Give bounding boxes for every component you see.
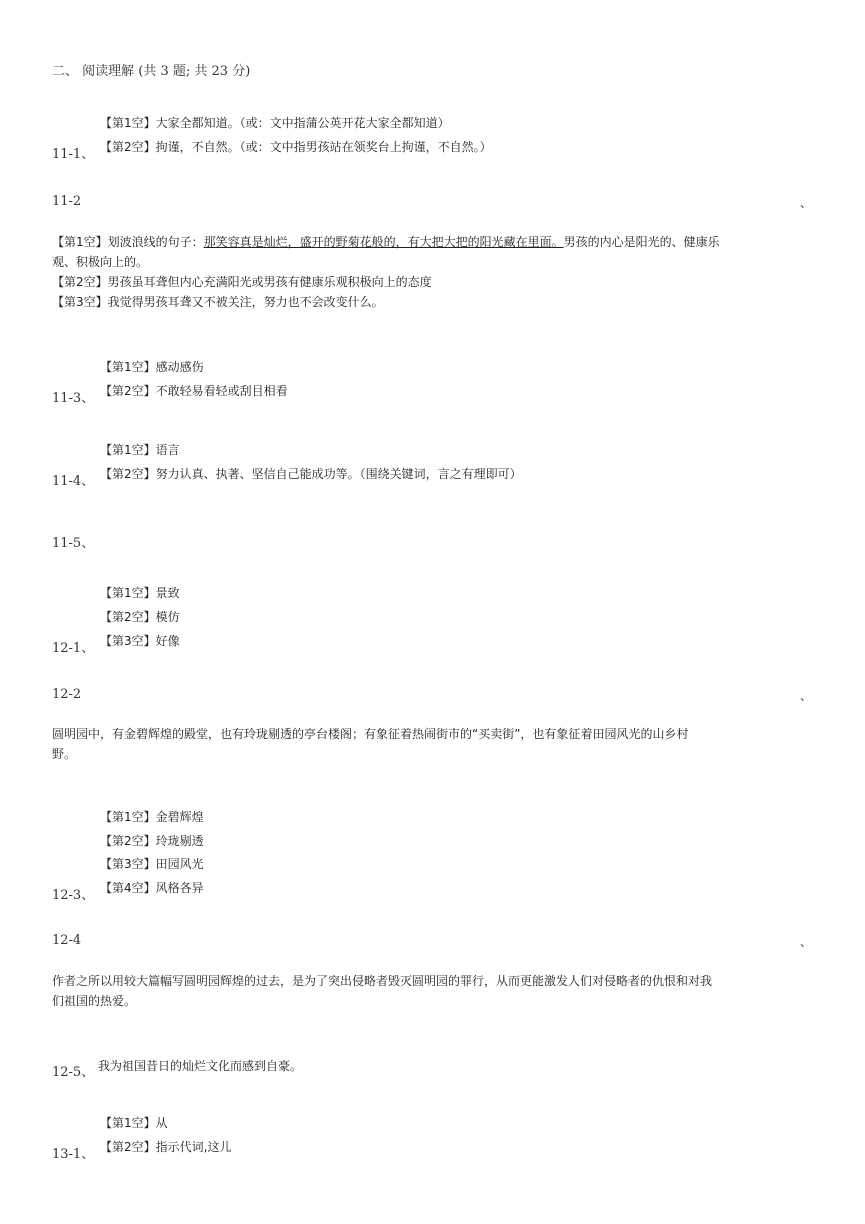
question-label: 11-3、: [52, 391, 95, 406]
answer-blank-3: 【第3空】田园风光: [100, 857, 204, 871]
answer-blank-1: 【第1空】从: [100, 1116, 168, 1130]
answer-line-2: 们祖国的热爱。: [52, 994, 137, 1008]
answer-blank-1: 【第1空】金碧辉煌: [100, 810, 204, 824]
answer-blank-2: 【第2空】努力认真、执著、坚信自己能成功等。（围绕关键词，言之有理即可）: [100, 467, 522, 481]
answer-continuation: 观、积极向上的。: [52, 255, 149, 269]
question-label: 12-5、: [52, 1065, 95, 1080]
answer-paragraph: [52, 232, 822, 312]
answer-line-1: 圆明园中，有金碧辉煌的殿堂，也有玲珑剔透的亭台楼阁；有象征着热闹街市的“买卖街”，也有象征着田园风光的山乡村: [52, 727, 689, 741]
separator-mark: 、: [800, 196, 813, 210]
answer-blank-1: 【第1空】大家全都知道。（或：文中指蒲公英开花大家全都知道）: [100, 116, 450, 130]
question-label: 11-2: [52, 194, 82, 209]
question-11-5-label: 11-5、: [52, 536, 95, 551]
answer-blank-4: 【第4空】风格各异: [100, 881, 204, 895]
answer-prefix: 【第1空】划波浪线的句子：: [52, 235, 204, 249]
answer-blank-1: [52, 232, 822, 252]
separator-mark: 、: [800, 689, 813, 703]
answer-blank-2: 【第2空】男孩虽耳聋但内心充满阳光或男孩有健康乐观积极向上的态度: [52, 275, 432, 289]
question-label: 12-4: [52, 933, 82, 948]
answer-paragraph: [52, 724, 822, 764]
answer-blank-3: 【第3空】好像: [100, 634, 180, 648]
answer-blank-1: 【第1空】景致: [100, 586, 180, 600]
answer-blank-2: 【第2空】指示代词,这儿: [100, 1140, 232, 1154]
answer-blank-2: 【第2空】玲珑剔透: [100, 834, 204, 848]
answer-line-1: 作者之所以用较大篇幅写圆明园辉煌的过去，是为了突出侵略者毁灭圆明园的罪行，从而更能激发人们对侵略者的仇恨和对我: [52, 974, 713, 988]
answer-suffix: 男孩的内心是阳光的、健康乐: [563, 235, 720, 249]
question-label: 12-1、: [52, 641, 95, 656]
question-label: 12-2: [52, 687, 82, 702]
question-label: 11-4、: [52, 474, 95, 489]
separator-mark: 、: [800, 935, 813, 949]
answer-blank-3: 【第3空】我觉得男孩耳聋又不被关注，努力也不会改变什么。: [52, 295, 384, 309]
answer-line-2: 野。: [52, 747, 77, 761]
answer-blank-2: 【第2空】拘谨，不自然。（或：文中指男孩站在领奖台上拘谨，不自然。）: [100, 140, 492, 154]
answer-text: 我为祖国昔日的灿烂文化而感到自豪。: [98, 1059, 303, 1073]
question-label: 12-3、: [52, 888, 95, 903]
answer-blank-2: 【第2空】不敢轻易看轻或刮目相看: [100, 384, 288, 398]
question-label: 11-1、: [52, 147, 95, 162]
section-title: 二、 阅读理解 (共 3 题; 共 23 分): [52, 64, 251, 79]
answer-blank-1: 【第1空】语言: [100, 443, 180, 457]
answer-paragraph: [52, 971, 822, 1011]
wavy-line-sentence: 那笑容真是灿烂，盛开的野菊花般的，有大把大把的阳光藏在里面。: [203, 235, 564, 249]
question-label: 13-1、: [52, 1147, 95, 1162]
answer-blank-1: 【第1空】感动感伤: [100, 360, 204, 374]
answer-blank-2: 【第2空】模仿: [100, 610, 180, 624]
